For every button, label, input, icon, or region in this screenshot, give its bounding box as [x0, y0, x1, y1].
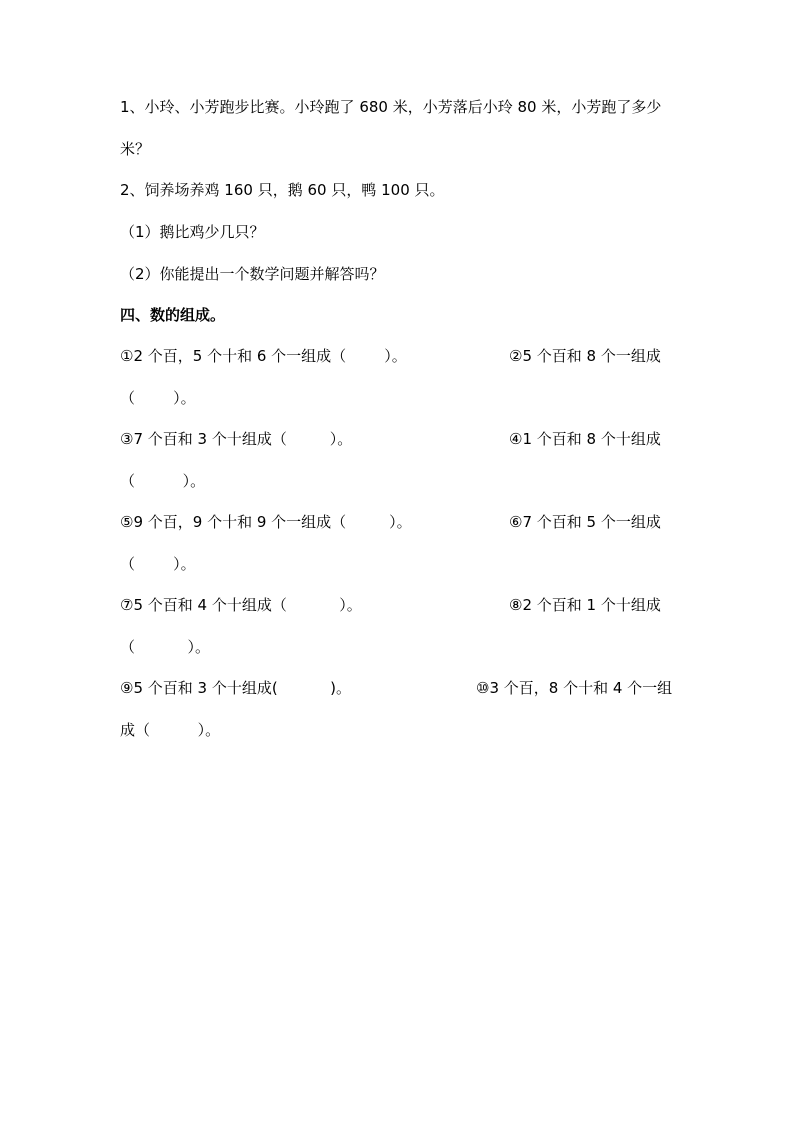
- composition-item-4: ④1 个百和 8 个十组成: [509, 430, 661, 448]
- composition-item-4-continuation: （ ）。: [120, 472, 206, 490]
- composition-item-10-continuation: 成（ ）。: [120, 721, 221, 739]
- problem-2-question-1: （1）鹅比鸡少几只？: [120, 223, 265, 241]
- problem-2-line-1: 2、饲养场养鸡 160 只，鹅 60 只，鸭 100 只。: [120, 181, 445, 199]
- composition-item-2: ②5 个百和 8 个一组成: [509, 347, 661, 365]
- problem-2-question-2: （2）你能提出一个数学问题并解答吗？: [120, 265, 385, 283]
- composition-item-5: ⑤9 个百，9 个十和 9 个一组成（ ）。: [120, 513, 412, 531]
- problem-1-line-1: 1、小玲、小芳跑步比赛。小玲跑了 680 米，小芳落后小玲 80 米，小芳跑了多少: [120, 98, 662, 116]
- problem-1-line-2: 米？: [120, 140, 151, 158]
- composition-item-3: ③7 个百和 3 个十组成（ ）。: [120, 430, 353, 448]
- composition-item-9: ⑨5 个百和 3 个十组成( )。: [120, 679, 351, 697]
- composition-item-8: ⑧2 个百和 1 个十组成: [509, 596, 661, 614]
- section-4-heading: 四、数的组成。: [120, 306, 226, 324]
- composition-item-6: ⑥7 个百和 5 个一组成: [509, 513, 661, 531]
- composition-item-1: ①2 个百，5 个十和 6 个一组成（ ）。: [120, 347, 407, 365]
- composition-item-8-continuation: （ ）。: [120, 638, 210, 656]
- composition-item-7: ⑦5 个百和 4 个十组成（ ）。: [120, 596, 362, 614]
- composition-item-2-continuation: （ ）。: [120, 389, 196, 407]
- composition-item-6-continuation: （ ）。: [120, 555, 196, 573]
- composition-item-10: ⑩3 个百，8 个十和 4 个一组: [476, 679, 673, 697]
